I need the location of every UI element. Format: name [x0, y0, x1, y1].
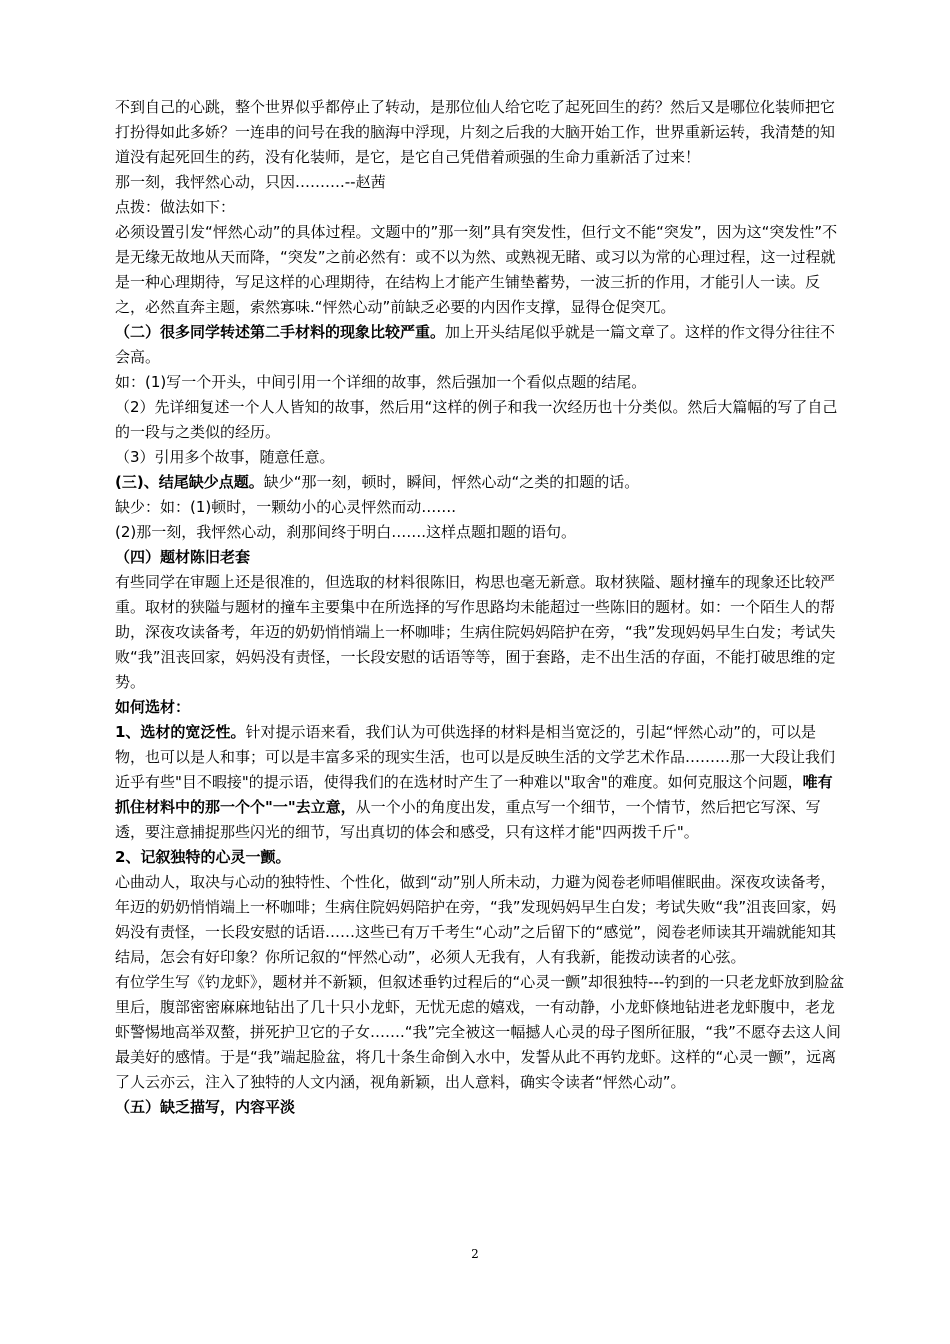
paragraph-text: 缺少“那一刻，顿时，瞬间，怦然心动“之类的扣题的话。: [263, 473, 640, 491]
section-heading: 2、记叙独特的心灵一颤。: [115, 848, 291, 866]
paragraph-text: (2)那一刻，我怦然心动，刹那间终于明白…….这样点题扣题的语句。: [115, 523, 577, 541]
paragraph-text: 那一刻，我怦然心动，只因……….--赵茜: [115, 173, 386, 191]
paragraph-3: [115, 195, 845, 220]
page-content: [115, 95, 845, 1120]
paragraph-text: 必须设置引发“怦然心动”的具体过程。文题中的”那一刻”具有突发性，但行文不能“突发”，因为这“突发性”不是无缘无故地从天而降，“突发”之前必然有：或不以为然、或熟视无睹、或习以为常的心理过程，这一过程就是一种心理期待，写足这样的心理期待，在结构上才能产生铺垫蓄势，一波三折的作用，才能引人一读。反之，必然直奔主题，索然寡味.“怦然心动”前缺乏必要的内因作支撑，显得仓促突兀。: [115, 223, 838, 316]
paragraph-17: [115, 870, 845, 970]
paragraph-text: 心曲动人，取决与心动的独特性、个性化，做到“动”别人所未动，力避为阅卷老师唱催眠曲。深夜攻读备考，年迈的奶奶悄悄端上一杯咖啡；生病住院妈妈陪护在旁，“我”发现妈妈早生白发；考试失败“我”沮丧回家，妈妈没有责怪，一长段安慰的话语……这些已有万千考生“心动”之后留下的“感觉”，阅卷老师读其开端就能知其结局，怎会有好印象？你所记叙的“怦然心动”，必须人无我有，人有我新，能拨动读者的心弦。: [115, 873, 837, 966]
paragraph-text: 有些同学在审题上还是很准的，但选取的材料很陈旧，构思也毫无新意。取材狭隘、题材撞车的现象还比较严重。取材的狭隘与题材的撞车主要集中在所选择的写作思路均未能超过一些陈旧的题材。如：一个陌生人的帮助，深夜攻读备考，年迈的奶奶悄悄端上一杯咖啡；生病住院妈妈陪护在旁，“我”发现妈妈早生白发；考试失败“我”沮丧回家，妈妈没有责怪，一长段安慰的话语等等，囿于套路，走不出生活的存面，不能打破思维的定势。: [115, 573, 836, 691]
paragraph-text: 点拨：做法如下：: [115, 198, 236, 216]
paragraph-text: 加上开头结尾似乎就是一篇文章了。这样的作文得分往往不会高。: [115, 323, 836, 366]
paragraph-4: [115, 220, 845, 320]
paragraph-12: [115, 545, 845, 570]
section-heading: 1、选材的宽泛性。: [115, 723, 246, 741]
section-heading: 如何选材：: [115, 698, 191, 716]
paragraph-1: [115, 95, 845, 170]
paragraph-11: [115, 520, 845, 545]
paragraph-2: [115, 170, 845, 195]
paragraph-text: 针对提示语来看，我们认为可供选择的材料是相当宽泛的，引起“怦然心动”的，可以是物，也可以是人和事；可以是丰富多采的现实生活，也可以是反映生活的文学艺术作品………那一大段让我们近乎有些"目不暇接"的提示语，使得我们的在选材时产生了一种难以"取舍"的难度。如何克服这个问题，: [115, 723, 836, 791]
paragraph-16: [115, 845, 845, 870]
section-heading: （五）缺乏描写，内容平淡: [115, 1098, 296, 1116]
paragraph-text: 有位学生写《钓龙虾》，题材并不新颖，但叙述垂钓过程后的“心灵一颤”却很独特---钓到的一只老龙虾放到脸盆里后，腹部密密麻麻地钻出了几十只小龙虾，无忧无虑的嬉戏，一有动静，小龙虾倏地钻进老龙虾腹中，老龙虾警惕地高举双螯，拼死护卫它的子女…….“我”完全被这一幅撼人心灵的母子图所征服，“我”不愿夺去这人间最美好的感情。于是“我”端起脸盆，将几十条生命倒入水中，发誓从此不再钓龙虾。这样的“心灵一颤”，远离了人云亦云，注入了独特的人文内涵，视角新颖，出人意料，确实令读者“怦然心动”。: [115, 973, 845, 1091]
paragraph-text: 从一个小的角度出发，重点写一个细节，一个情节，然后把它写深、写透，要注意捕捉那些闪光的细节，写出真切的体会和感受，只有这样才能"四两拨千斤"。: [115, 798, 821, 841]
paragraph-text: （3）引用多个故事，随意任意。: [115, 448, 335, 466]
paragraph-text: 如：(1)写一个开头，中间引用一个详细的故事，然后强加一个看似点题的结尾。: [115, 373, 647, 391]
paragraph-15: [115, 720, 845, 845]
paragraph-14: [115, 695, 845, 720]
paragraph-18: [115, 970, 845, 1095]
page-number: 2: [471, 1247, 479, 1261]
paragraph-6: [115, 370, 845, 395]
section-heading: (三)、结尾缺少点题。: [115, 473, 264, 491]
emphasis-text: 唯有抓住材料中的那一个个"一"去立意，: [115, 773, 833, 816]
paragraph-text: 缺少：如：(1)顿时，一颗幼小的心灵怦然而动…….: [115, 498, 457, 516]
section-heading: （二）很多同学转述第二手材料的现象比较严重。: [115, 323, 446, 341]
paragraph-13: [115, 570, 845, 695]
paragraph-8: [115, 445, 845, 470]
paragraph-5: [115, 320, 845, 370]
paragraph-10: [115, 495, 845, 520]
paragraph-text: 不到自己的心跳，整个世界似乎都停止了转动，是那位仙人给它吃了起死回生的药？然后又是哪位化装师把它打扮得如此多娇？一连串的问号在我的脑海中浮现，片刻之后我的大脑开始工作，世界重新运转，我清楚的知道没有起死回生的药，没有化装师，是它，是它自己凭借着顽强的生命力重新活了过来！: [115, 98, 836, 166]
section-heading: （四）题材陈旧老套: [115, 548, 251, 566]
paragraph-9: [115, 470, 845, 495]
paragraph-7: [115, 395, 845, 445]
paragraph-text: （2）先详细复述一个人人皆知的故事，然后用“这样的例子和我一次经历也十分类似。然后大篇幅的写了自己的一段与之类似的经历。: [115, 398, 838, 441]
paragraph-19: [115, 1095, 845, 1120]
